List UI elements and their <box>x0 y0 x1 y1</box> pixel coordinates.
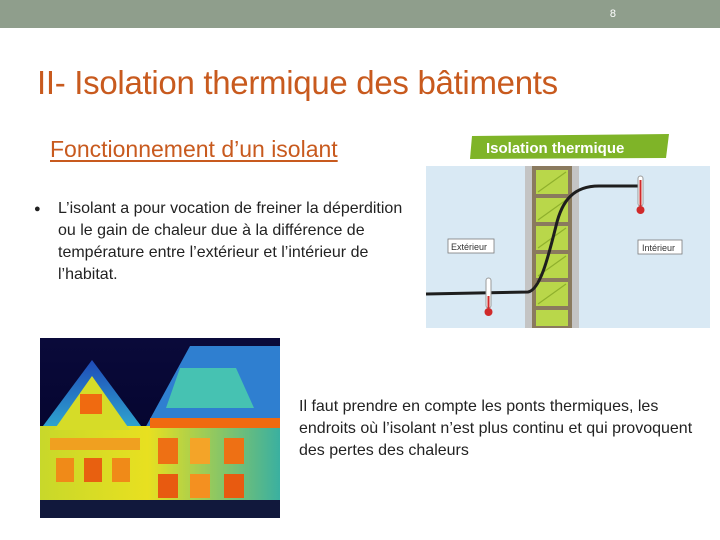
page-number: 8 <box>609 8 616 20</box>
interior-label-box <box>638 240 682 254</box>
thermal-camera-house-photo <box>40 338 280 518</box>
thermal-bridge-note <box>299 396 709 462</box>
top-bar <box>0 0 720 28</box>
slide-title: II- Isolation thermique des bâtiments <box>37 64 558 101</box>
insulation-diagram <box>424 128 710 330</box>
interior-label: Intérieur <box>642 243 676 253</box>
exterior-label-box <box>448 239 494 253</box>
bullet-dot-icon: ● <box>34 203 41 215</box>
note-emphasis: les ponts thermiques <box>481 398 629 415</box>
note-text-before: Il faut prendre en compte <box>299 398 482 415</box>
note-text-after: , les endroits où l’isolant n’est plus continu et qui provoquent des pertes des chaleurs <box>299 398 693 459</box>
exterior-label: Extérieur <box>451 242 488 252</box>
section-subtitle: Fonctionnement d’un isolant <box>50 136 338 162</box>
thermometer-interior-icon <box>637 176 645 214</box>
thermometer-exterior-icon <box>485 278 493 316</box>
diagram-header-banner <box>470 134 669 159</box>
diagram-header-text: Isolation thermique <box>486 140 625 157</box>
bullet-item <box>34 198 424 286</box>
bullet-text: L’isolant a pour vocation de freiner la déperdition ou le gain de chaleur due à la différence de température entre l’extérieur et l’intérieur de l’habitat. <box>58 200 403 283</box>
